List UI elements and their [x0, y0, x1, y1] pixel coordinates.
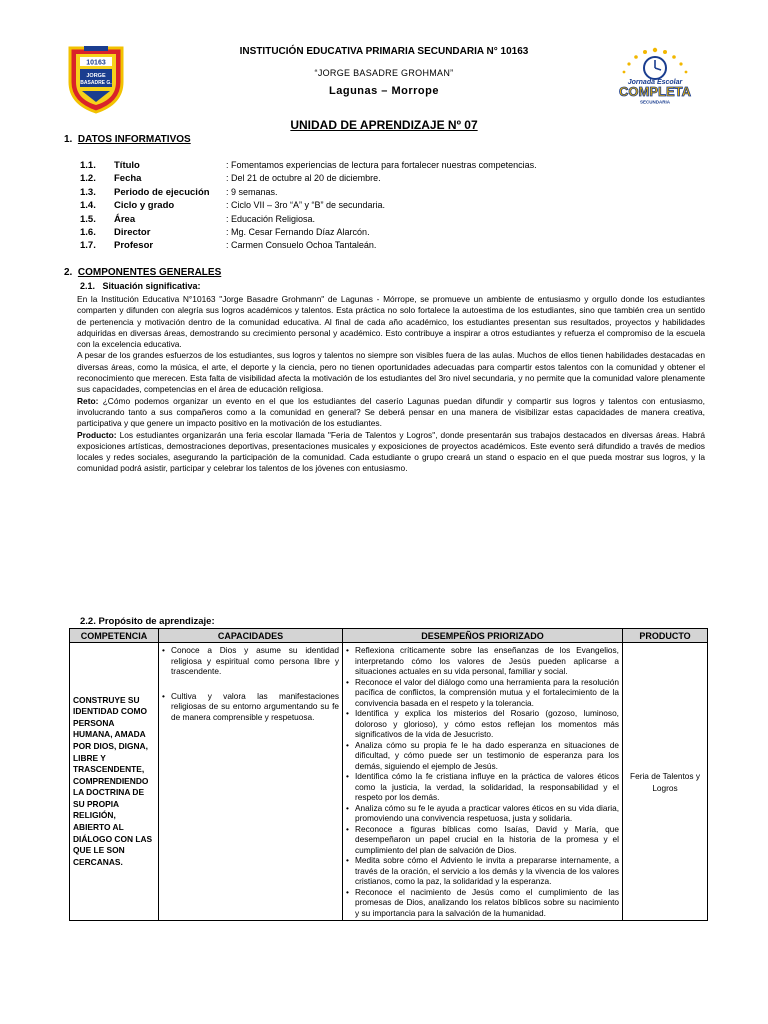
svg-text:JORGE: JORGE [86, 73, 106, 79]
crest-number: 10163 [86, 59, 106, 67]
product-label: Producto: [77, 429, 117, 440]
institution-name: INSTITUCIÓN EDUCATIVA PRIMARIA SECUNDARIA N° 10163 [239, 46, 529, 57]
school-name: “JORGE BASADRE GROHMAN” [314, 68, 454, 78]
info-number: 1.7. [80, 240, 96, 252]
situation-paragraph-2: A pesar de los grandes esfuerzos de los estudiantes, sus logros y talentos no siempre son visibles fuera de las aulas. Muchos de ellos tienen habilidades destacadas en diversas áreas, como la música, el arte, el deporte y la ciencia, pero no tienen oportunidades adecuadas para compartir estos talentos con la comunidad y obtener el reconocimiento que merecen. Esta falta de visibilidad afecta la motivación de los estudiantes del 3ro nivel secundaria, y no permite que la comunidad valore plenamente sus capacidades, competencias en el área de educación religiosa. [77, 350, 705, 395]
info-value: : Del 21 de octubre al 20 de diciembre. [226, 173, 381, 184]
info-value: : Ciclo VII – 3ro “A” y “B” de secundaria. [226, 200, 386, 211]
svg-text:Jornada Escolar: Jornada Escolar [627, 79, 683, 86]
subsection-2-1-title: Situación significativa: [102, 281, 201, 291]
header-competencia: COMPETENCIA [70, 629, 159, 643]
product-text: Los estudiantes organizarán una feria escolar llamada "Feria de Talentos y Logros", donde presentarán sus trabajos destacados en diversas áreas. Habrá exposiciones artísticas, demostraciones deportivas, presentaciones musicales y exposiciones de proyectos académicos. Este evento será difundido a través de medios locales y redes sociales, asegurando la participación de la comunidad. Cada estudiante o grupo creará un stand o espacio en el que pueda mostrar sus logros, y la comunidad podrá asistir, participar y celebrar los talentos de los jóvenes con entusiasmo. [77, 429, 705, 474]
unit-title: UNIDAD DE APRENDIZAJE Nº 07 [290, 118, 478, 132]
info-number: 1.2. [80, 173, 96, 185]
capacidad-item: • Cultiva y valora las manifestaciones religiosas de su entorno argumentando su fe de manera comprensible y respetuosa. [162, 691, 339, 723]
info-number: 1.4. [80, 200, 96, 212]
section-2-title: COMPONENTES GENERALES [77, 267, 222, 278]
subsection-2-1-heading [80, 281, 201, 291]
situation-paragraph-1: En la Institución Educativa N°10163 "Jorge Basadre Grohmann" de Lagunas - Mórrope, se promueve un ambiente de entusiasmo y orgullo donde los estudiantes comparten y difunden con alegría sus logros académicos y talentos. Esta práctica no solo fortalece la autoestima de los estudiantes, sino que también crea un sentido de pertenencia y motivación dentro de la comunidad educativa. Al final de cada año académico, los estudiantes presentan sus resultados, proyectos y habilidades adquiridas en diversas áreas, demostrando su crecimiento personal y académico. Esto contribuye a inspirar a otros estudiantes y refuerza el compromiso de la escuela con la excelencia educativa. [77, 294, 705, 350]
svg-text:BASADRE G.: BASADRE G. [80, 80, 112, 86]
challenge-label: Reto: [77, 395, 99, 406]
info-number: 1.3. [80, 186, 96, 198]
desempeno-item: • Medita sobre cómo el Adviento le invita a prepararse internamente, a través de la oración, el servicio a los demás y la vivencia de los valores cristianos, como la paz, la solidaridad y la esperanza. [346, 855, 619, 887]
subsection-2-1-number: 2.1. [80, 281, 96, 291]
desempeno-item: • Analiza cómo su propia fe le ha dado esperanza en situaciones de dificultad, y cómo puede ser un testimonio de esperanza para los demás, siguiendo el ejemplo de Jesús. [346, 740, 619, 772]
info-label: Periodo de ejecución [114, 186, 210, 198]
svg-text:COMPLETA: COMPLETA [619, 84, 691, 99]
info-value: : 9 semanas. [226, 186, 278, 197]
table-header-row [70, 629, 708, 643]
info-label: Fecha [114, 173, 142, 185]
section-1-title: DATOS INFORMATIVOS [77, 134, 191, 145]
section-2-heading [64, 267, 221, 278]
desempeno-item: • Reconoce el nacimiento de Jesús como el cumplimiento de las promesas de Dios, analizando los relatos bíblicos sobre su nacimiento y su importancia para la salvación de la humanidad. [346, 887, 619, 919]
info-label: Ciclo y grado [114, 200, 175, 212]
info-number: 1.5. [80, 213, 96, 225]
school-location: Lagunas – Morrope [329, 85, 439, 97]
subsection-2-2-heading: 2.2. Propósito de aprendizaje: [80, 616, 215, 627]
desempeno-item: • Reflexiona críticamente sobre las enseñanzas de los Evangelios, interpretando cómo los valores de Jesús pueden aplicarse a situaciones actuales en su vida personal, familiar y social. [346, 645, 619, 677]
significant-situation-text [77, 294, 705, 475]
capacidades-list [162, 645, 339, 722]
header-capacidades: CAPACIDADES [159, 629, 343, 643]
desempeno-item: • Identifica cómo la fe cristiana influye en la práctica de valores éticos como la justicia, la verdad, la solidaridad, la responsabilidad y el respeto por los demás. [346, 771, 619, 803]
table-row [70, 643, 708, 921]
jornada-escolar-completa-logo [606, 46, 704, 106]
info-label: Título [114, 160, 140, 171]
header-desempenos: DESEMPEÑOS PRIORIZADO [343, 629, 623, 643]
desempeno-item: • Analiza cómo su fe le ayuda a practicar valores éticos en su vida diaria, promoviendo una convivencia respetuosa, justa y solidaria. [346, 803, 619, 824]
section-2-number: 2. [64, 267, 73, 278]
info-value: : Carmen Consuelo Ochoa Tantaleán. [226, 240, 377, 251]
section-1-heading [64, 134, 191, 145]
info-label: Área [114, 213, 136, 225]
info-value: : Mg. Cesar Fernando Díaz Alarcón. [226, 226, 370, 237]
info-label: Director [114, 226, 151, 238]
capacidad-item: • Conoce a Dios y asume su identidad religiosa y espiritual como persona libre y trascendente. [162, 645, 339, 677]
desempeno-item: • Identifica y explica los misterios del Rosario (gozoso, luminoso, doloroso y glorioso), y cómo estos reflejan los momentos más significativos de la vida de Jesucristo. [346, 708, 619, 740]
competencia-cell [70, 643, 159, 921]
info-value: : Fomentamos experiencias de lectura para fortalecer nuestras competencias. [226, 160, 537, 170]
desempenos-list [346, 645, 619, 918]
header-producto: PRODUCTO [623, 629, 708, 643]
desempenos-cell [343, 643, 623, 921]
desempeno-item: • Reconoce el valor del diálogo como una herramienta para la resolución pacífica de conflictos, la comprensión mutua y el fortalecimiento de la convivencia basada en el respeto y la tolerancia. [346, 677, 619, 709]
learning-purpose-table [69, 628, 708, 921]
challenge-paragraph [77, 396, 705, 430]
desempeno-item: • Reconoce a figuras bíblicas como Isaías, David y María, que desempeñaron un papel crucial en la historia de la promesa y el cumplimiento del plan de salvación de Dios. [346, 824, 619, 856]
producto-cell: Feria de Talentos y Logros [623, 643, 708, 921]
competencia-text: CONSTRUYE SU IDENTIDAD COMO PERSONA HUMANA, AMADA POR DIOS, DIGNA, LIBRE Y TRASCENDENTE, COMPRENDIENDO LA DOCTRINA DE SU PROPIA RELIGIÓN, ABIERTO AL DIÁLOGO CON LAS QUE LE SON CERCANAS. [73, 694, 153, 867]
product-paragraph [77, 430, 705, 475]
info-label: Profesor [114, 240, 154, 252]
info-number: 1.6. [80, 226, 96, 238]
info-value: : Educación Religiosa. [226, 213, 316, 224]
capacidades-cell [159, 643, 343, 921]
info-number: 1.1. [80, 160, 96, 171]
svg-text:SECUNDARIA: SECUNDARIA [639, 99, 671, 105]
section-1-number: 1. [64, 134, 73, 145]
challenge-text: ¿Cómo podemos organizar un evento en el que los estudiantes del caserío Lagunas puedan difundir y compartir sus logros y talentos con entusiasmo, involucrando tanto a sus compañeros como a la comunidad en general? Se deberá pensar en una manera de visibilizar estas capacidades de manera creativa, participativa y que genere un impacto positivo en la motivación de los estudiantes. [77, 395, 705, 429]
